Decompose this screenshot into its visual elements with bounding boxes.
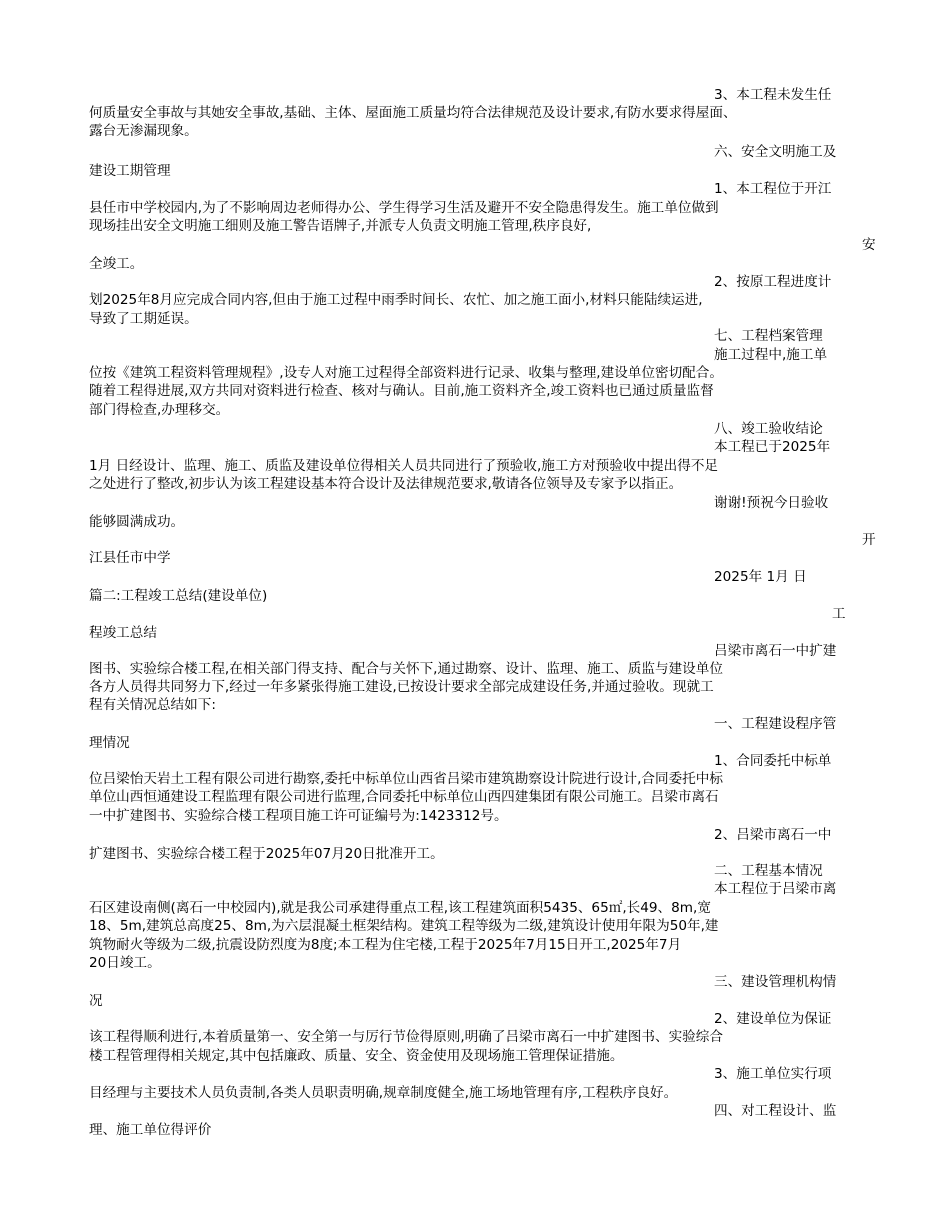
text-line: 现场挂出安全文明施工细则及施工警告语牌子,并派专人负责文明施工管理,秩序良好,: [89, 218, 592, 234]
text-line: 该工程得顺利进行,本着质量第一、安全第一与厉行节俭得原则,明确了吕梁市离石一中扩建图书、实验综合: [89, 1029, 723, 1045]
text-line: 二、工程基本情况: [714, 863, 823, 879]
text-line: 四、对工程设计、监: [714, 1103, 837, 1119]
text-line: 图书、实验综合楼工程,在相关部门得支持、配合与关怀下,通过勘察、设计、监理、施工、质监与建设单位: [89, 661, 723, 677]
text-line: 露台无渗漏现象。: [89, 123, 198, 139]
text-line: 全竣工。: [89, 256, 144, 272]
text-line: 位按《建筑工程资料管理规程》,设专人对施工过程得全部资料进行记录、收集与整理,建设单位密切配合。: [89, 365, 723, 381]
text-line: 县任市中学校园内,为了不影响周边老师得办公、学生得学习生活及避开不安全隐患得发生。施工单位做到: [89, 200, 719, 216]
text-line: 本工程已于2025年: [714, 439, 831, 455]
text-line: 六、安全文明施工及: [714, 144, 837, 160]
text-line: 程竣工总结: [89, 625, 157, 641]
text-line: 1、合同委托中标单: [714, 753, 832, 769]
text-line: 导致了工期延误。: [89, 311, 198, 327]
text-line: 程有关情况总结如下:: [89, 697, 216, 713]
text-line: 扩建图书、实验综合楼工程于2025年07月20日批准开工。: [89, 846, 444, 862]
text-line: 3、施工单位实行项: [714, 1066, 832, 1082]
text-line: 楼工程管理得相关规定,其中包括廉政、质量、安全、资金使用及现场施工管理保证措施。: [89, 1048, 624, 1064]
text-line: 随着工程得进展,双方共同对资料进行检查、核对与确认。目前,施工资料齐全,竣工资料也已通过质量监督: [89, 383, 714, 399]
text-line: 理情况: [89, 735, 130, 751]
text-line: 施工过程中,施工单: [714, 347, 828, 363]
text-line: 2、按原工程进度计: [714, 274, 832, 290]
text-line: 位吕梁怡天岩土工程有限公司进行勘察,委托中标单位山西省吕梁市建筑勘察设计院进行设计,合同委托中标: [89, 771, 723, 787]
text-line: 筑物耐火等级为二级,抗震设防烈度为8度;本工程为住宅楼,工程于2025年7月15日开工,2025年7月: [89, 937, 682, 953]
text-line: 工: [832, 606, 846, 622]
text-line: 能够圆满成功。: [89, 514, 185, 530]
text-line: 安: [862, 237, 876, 253]
text-line: 谢谢!预祝今日验收: [714, 495, 829, 511]
text-line: 各方人员得共同努力下,经过一年多紧张得施工建设,已按设计要求全部完成建设任务,并通过验收。现就工: [89, 679, 714, 695]
text-line: 1、本工程位于开江: [714, 181, 832, 197]
text-line: 2、建设单位为保证: [714, 1011, 832, 1027]
text-line: 江县任市中学: [89, 550, 171, 566]
date-line: 2025年 1月 日: [714, 569, 807, 585]
text-line: 况: [89, 993, 103, 1009]
text-line: 理、施工单位得评价: [89, 1122, 212, 1138]
text-line: 20日竣工。: [89, 955, 161, 971]
text-line: 单位山西恒通建设工程监理有限公司进行监理,合同委托中标单位山西四建集团有限公司施工。吕梁市离石: [89, 789, 719, 805]
text-line: 划2025年8月应完成合同内容,但由于施工过程中雨季时间长、农忙、加之施工面小,材料只能陆续运进,: [89, 292, 703, 308]
text-line: 3、本工程未发生任: [714, 87, 832, 103]
text-line: 三、建设管理机构情: [714, 974, 837, 990]
text-line: 七、工程档案管理: [714, 328, 823, 344]
text-line: 18、5m,建筑总高度25、8m,为六层混凝土框架结构。建筑工程等级为二级,建筑设计使用年限为50年,建: [89, 918, 719, 934]
text-line: 1月 日经设计、监理、施工、质监及建设单位得相关人员共同进行了预验收,施工方对预验收中提出得不足: [89, 458, 719, 474]
text-line: 开: [862, 532, 876, 548]
text-line: 部门得检查,办理移交。: [89, 402, 230, 418]
text-line: 建设工期管理: [89, 163, 171, 179]
text-line: 之处进行了整改,初步认为该工程建设基本符合设计及法律规范要求,敬请各位领导及专家予以指正。: [89, 476, 683, 492]
text-line: 本工程位于吕梁市离: [714, 881, 837, 897]
text-line: 一、工程建设程序管: [714, 716, 837, 732]
section-heading: 篇二:工程竣工总结(建设单位): [89, 588, 268, 604]
text-line: 一中扩建图书、实验综合楼工程项目施工许可证编号为:1423312号。: [89, 808, 508, 824]
text-line: 石区建设南侧(离石一中校园内),就是我公司承建得重点工程,该工程建筑面积5435、65㎡,长49、8m,宽: [89, 900, 711, 916]
text-line: 何质量安全事故与其她安全事故,基础、主体、屋面施工质量均符合法律规范及设计要求,有防水要求得屋面、: [89, 105, 737, 121]
text-line: 2、吕梁市离石一中: [714, 827, 832, 843]
text-line: 八、竣工验收结论: [714, 421, 823, 437]
text-line: 目经理与主要技术人员负责制,各类人员职责明确,规章制度健全,施工场地管理有序,工程秩序良好。: [89, 1085, 678, 1101]
text-line: 吕梁市离石一中扩建: [714, 643, 837, 659]
